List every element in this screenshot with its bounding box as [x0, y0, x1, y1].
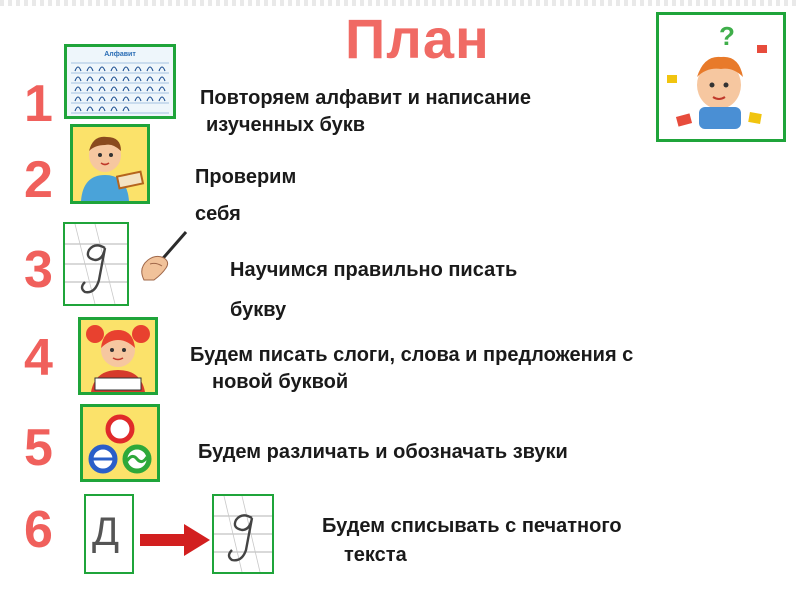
step-2-line-2: себя [195, 203, 241, 225]
step-number-5: 5 [24, 419, 53, 477]
print-letter: Д [92, 510, 120, 554]
cursive-letter-icon [214, 496, 272, 572]
cursive-letter-icon [65, 224, 127, 304]
svg-text:?: ? [719, 21, 735, 51]
step-3-line-2: букву [230, 299, 287, 321]
step-1-line-1: Повторяем алфавит и написание [200, 87, 532, 109]
step-2-line-1: Проверим [195, 166, 297, 188]
step-6-line-2: текста [344, 544, 407, 566]
sound-symbols-picture [80, 404, 160, 482]
slide-title: План [345, 7, 490, 70]
alphabet-chart-icon [67, 47, 173, 116]
print-letter-picture [84, 494, 134, 574]
step-6-line-1: Будем списывать с печатного [322, 515, 622, 537]
girl-writing-picture [78, 317, 158, 395]
boy-reading-icon [73, 127, 147, 201]
step-3-line-1: Научимся правильно писать [230, 259, 518, 281]
hand-with-pen-picture [136, 228, 190, 284]
hand-pen-icon [136, 228, 190, 284]
boy-reading-picture [70, 124, 150, 204]
thinking-child-picture [656, 12, 786, 142]
alphabet-chart-picture [64, 44, 176, 119]
step-4-line-1: Будем писать слоги, слова и предложения с [190, 344, 634, 366]
step-5-line-1: Будем различать и обозначать звуки [198, 441, 568, 463]
cursive-letter-picture [63, 222, 129, 306]
girl-writing-icon [81, 320, 155, 392]
step-number-1: 1 [24, 75, 53, 133]
step-number-2: 2 [24, 151, 53, 209]
step-number-4: 4 [24, 329, 53, 387]
step-number-3: 3 [24, 241, 53, 299]
step-number-6: 6 [24, 501, 53, 559]
cursive-target-picture [212, 494, 274, 574]
sound-symbols-icon [83, 407, 157, 479]
alphabet-card-label: Алфавит [104, 51, 136, 58]
step-1-line-2: изученных букв [206, 114, 366, 136]
step-4-line-2: новой буквой [212, 371, 349, 393]
red-arrow-icon [140, 522, 210, 558]
thinking-child-icon [659, 15, 783, 139]
